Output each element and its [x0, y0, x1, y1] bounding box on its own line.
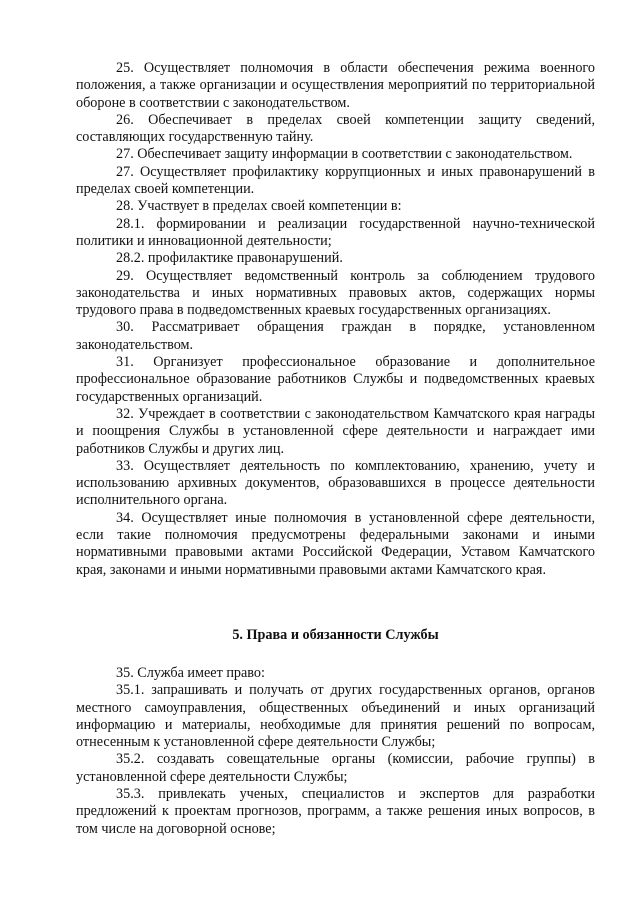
- paragraph-35-2: 35.2. создавать совещательные органы (комиссии, рабочие группы) в установленной сфере деятельности Службы;: [76, 751, 595, 785]
- paragraph-31: 31. Организует профессиональное образование и дополнительное профессиональное образование работников Службы и подведомственных краевых государственных организаций.: [76, 354, 595, 405]
- paragraphs-after-section: [76, 665, 595, 838]
- paragraph-26: 26. Обеспечивает в пределах своей компетенции защиту сведений, составляющих государственную тайну.: [76, 111, 595, 146]
- paragraph-30: 30. Рассматривает обращения граждан в порядке, установленном законодательством.: [76, 319, 595, 353]
- paragraph-27-information-protection: 27. Обеспечивает защиту информации в соответствии с законодательством.: [116, 146, 573, 163]
- paragraphs-before-section: [76, 60, 595, 579]
- paragraph-28: 28. Участвует в пределах своей компетенции в:: [116, 198, 402, 215]
- paragraph-27-corruption-prevention: 27. Осуществляет профилактику коррупционных и иных правонарушений в пределах своей компетенции.: [76, 163, 595, 198]
- paragraph-35: 35. Служба имеет право:: [116, 665, 265, 681]
- paragraph-34: 34. Осуществляет иные полномочия в установленной сфере деятельности, если такие полномочия предусмотрены федеральными законами и иными нормативными правовыми актами Российской Федерации, Уставом Камчатского края, законами и иными нормативными правовыми актами Камчатского края.: [76, 509, 595, 578]
- paragraph-29: 29. Осуществляет ведомственный контроль за соблюдением трудового законодательства и иных нормативных правовых актов, содержащих нормы трудового права в подведомственных краевых государственных организациях.: [76, 267, 595, 319]
- paragraph-33: 33. Осуществляет деятельность по комплектованию, хранению, учету и использованию архивных документов, образовавшихся в процессе деятельности исполнительного органа.: [76, 457, 595, 509]
- paragraph-32: 32. Учреждает в соответствии с законодательством Камчатского края награды и поощрения Службы в установленной сфере деятельности и награждает ими работников Службы и других лиц.: [76, 405, 595, 457]
- paragraph-35-1: 35.1. запрашивать и получать от других государственных органов, органов местного самоуправления, общественных объединений и иных организаций информацию и материалы, необходимые для принятия решений по вопросам, отнесенным к установленной сфере деятельности Службы;: [76, 682, 595, 751]
- paragraph-28-2: 28.2. профилактике правонарушений.: [116, 250, 343, 267]
- paragraph-28-1: 28.1. формировании и реализации государственной научно-технической политики и инновационной деятельности;: [76, 215, 595, 249]
- paragraph-25: 25. Осуществляет полномочия в области обеспечения режима военного положения, а также организации и осуществления мероприятий по территориальной обороне в соответствии с законодательством.: [76, 60, 595, 111]
- paragraph-35-3: 35.3. привлекать ученых, специалистов и экспертов для разработки предложений к проектам прогнозов, программ, а также решения иных вопросов, в том числе на договорной основе;: [76, 786, 595, 837]
- section-heading: 5. Права и обязанности Службы: [232, 627, 439, 643]
